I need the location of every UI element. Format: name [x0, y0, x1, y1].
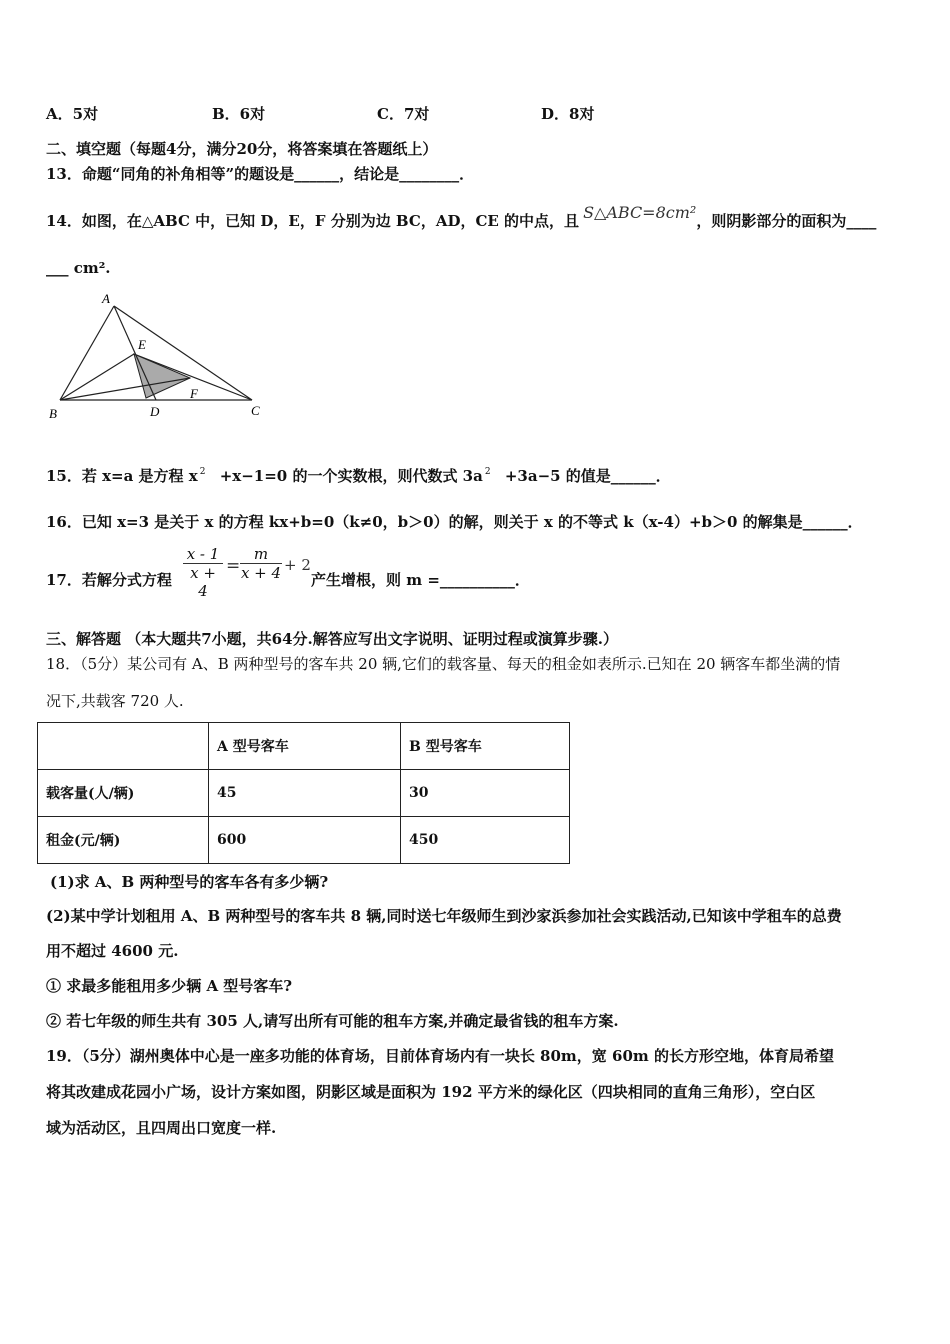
q14-area-formula: S△ABC=8cm² — [583, 203, 697, 222]
question-19-line1: 19．（5分）湖州奥体中心是一座多功能的体育场，目前体育场内有一块长 80m，宽 60m 的长方形空地，体育局希望 — [46, 1047, 834, 1065]
question-18-part2-line2: 用不超过 4600 元. — [46, 942, 179, 960]
question-17-suffix: 产生增根，则 m =__________． — [311, 571, 530, 589]
q14-text-b: ，则阴影部分的面积为____ — [696, 212, 877, 230]
question-19-line2: 将其改建成花园小广场，设计方案如图，阴影区域是面积为 192 平方米的绿化区（四块相同的直角三角形），空白区 — [46, 1083, 816, 1101]
triangle-figure — [44, 292, 274, 424]
q17-fraction-2 — [240, 545, 282, 582]
label-d: D — [150, 404, 160, 419]
q17-fraction-1 — [183, 545, 223, 600]
table-row — [38, 770, 570, 817]
side-ab — [60, 306, 114, 400]
table-header-cell — [38, 723, 209, 770]
q17-frac2-denominator: x + 4 — [240, 564, 282, 582]
option-a: A．5对 — [46, 105, 99, 123]
table-row — [38, 817, 570, 864]
section-2-title: 二、填空题（每题4分，满分20分，将答案填在答题纸上） — [46, 140, 438, 158]
table-cell: 450 — [401, 817, 570, 864]
table-header-cell: A 型号客车 — [209, 723, 401, 770]
segment-bf — [60, 378, 190, 400]
q17-frac1-denominator: x + 4 — [190, 564, 216, 600]
q17-frac2-numerator: m — [240, 545, 282, 564]
question-14-line2: ___ cm². — [46, 259, 111, 277]
table-header-cell: B 型号客车 — [401, 723, 570, 770]
q17-equals: = — [226, 556, 241, 576]
rental-table — [37, 722, 570, 864]
q14-text-a: 14．如图，在△ABC 中，已知 D，E，F 分别为边 BC，AD，CE 的中点，且 — [46, 212, 580, 230]
question-14-line1 — [46, 203, 877, 231]
label-c: C — [251, 403, 260, 418]
question-16: 16．已知 x=3 是关于 x 的方程 kx+b=0（k≠0，b＞0）的解，则关于 x 的不等式 k（x-4）+b＞0 的解集是______． — [46, 513, 863, 531]
label-f: F — [190, 386, 198, 401]
table-header-row — [38, 723, 570, 770]
question-18-part2-line1: (2)某中学计划租用 A、B 两种型号的客车共 8 辆,同时送七年级师生到沙家浜参加社会实践活动,已知该中学租车的总费 — [46, 907, 842, 925]
question-18-line2: 况下,共载客 720 人. — [46, 692, 184, 710]
table-cell: 45 — [209, 770, 401, 817]
q17-frac1-numerator: x - 1 — [183, 545, 223, 564]
table-cell: 载客量(人/辆) — [38, 770, 209, 817]
label-b: B — [49, 406, 57, 421]
question-18-sub2: ② 若七年级的师生共有 305 人,请写出所有可能的租车方案,并确定最省钱的租车方案. — [46, 1012, 619, 1030]
q15-exponent-1: 2 — [199, 467, 206, 477]
label-e: E — [138, 337, 146, 352]
segment-be — [60, 354, 134, 400]
question-13: 13．命题“同角的补角相等”的题设是______，结论是________． — [46, 165, 475, 183]
question-18-line1: 18．（5分）某公司有 A、B 两种型号的客车共 20 辆,它们的载客量、每天的租金如表所示.已知在 20 辆客车都坐满的情 — [46, 655, 841, 673]
option-c: C．7对 — [377, 105, 430, 123]
q15-text-b: +x−1=0 的一个实数根，则代数式 3a — [219, 467, 483, 485]
question-15 — [46, 465, 671, 486]
shaded-triangle — [134, 354, 190, 398]
table-cell: 租金(元/辆) — [38, 817, 209, 864]
q15-text-a: 15．若 x=a 是方程 x — [46, 467, 198, 485]
table-cell: 600 — [209, 817, 401, 864]
q17-plus-two: + 2 — [284, 556, 311, 574]
table-cell: 30 — [401, 770, 570, 817]
q15-text-c: +3a−5 的值是______． — [504, 467, 671, 485]
question-18-part1: (1)求 A、B 两种型号的客车各有多少辆? — [50, 873, 329, 891]
question-17-prefix: 17．若解分式方程 — [46, 571, 172, 589]
option-b: B．6对 — [212, 105, 266, 123]
question-19-line3: 域为活动区，且四周出口宽度一样. — [46, 1119, 277, 1137]
section-3-title: 三、解答题 （本大题共7小题，共64分.解答应写出文字说明、证明过程或演算步骤.） — [46, 630, 618, 648]
label-a: A — [102, 292, 110, 306]
option-d: D．8对 — [541, 105, 595, 123]
question-18-sub1: ① 求最多能租用多少辆 A 型号客车? — [46, 977, 293, 995]
q15-exponent-2: 2 — [484, 467, 491, 477]
